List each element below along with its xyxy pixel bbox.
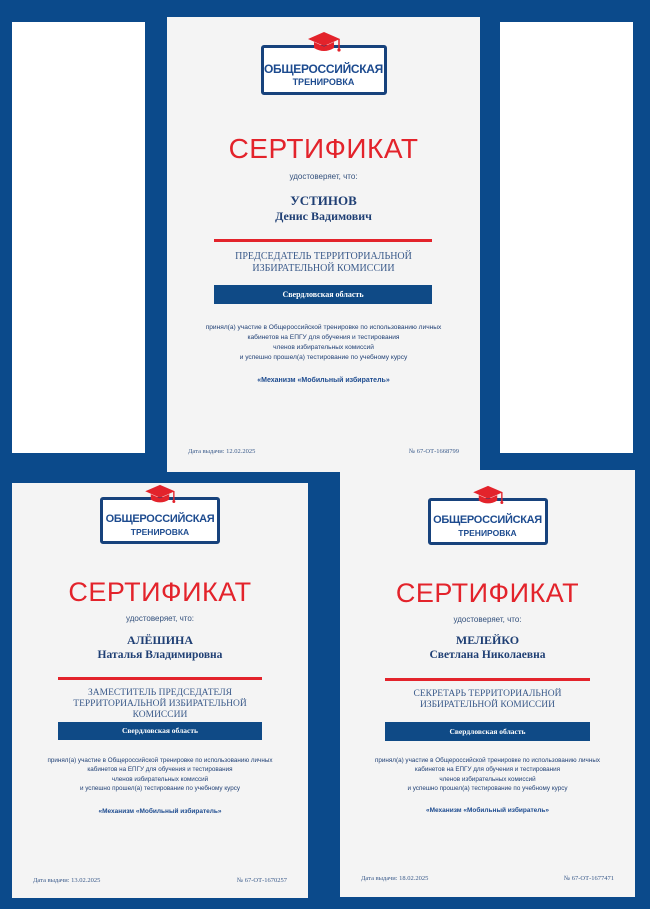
graduation-cap-icon (471, 484, 505, 508)
logo-line2: ТРЕНИРОВКА (292, 77, 355, 87)
certificate-title: СЕРТИФИКАТ (68, 577, 252, 607)
blank-panel-right (500, 22, 633, 453)
logo (100, 497, 220, 544)
course-name: «Механизм «Мобильный избиратель» (98, 808, 222, 815)
recipient-given-names: Денис Вадимович (275, 209, 372, 223)
body-line: и успешно прошел(а) тестирование по учебному курсу (239, 353, 408, 361)
position (340, 689, 635, 711)
recipient-surname: МЕЛЕЙКО (455, 633, 520, 647)
logo-line1: ОБЩЕРОССИЙСКАЯ (263, 62, 384, 76)
region-banner: Свердловская область (58, 722, 262, 740)
recipient-surname: АЛЁШИНА (126, 633, 194, 647)
certificate-card (340, 470, 635, 897)
recipient-given-names: Светлана Николаевна (429, 649, 546, 661)
position-line: ПРЕДСЕДАТЕЛЬ ТЕРРИТОРИАЛЬНОЙ (235, 251, 412, 262)
body-line: кабинетов на ЕПГУ для обучения и тестирования (87, 766, 233, 774)
position-line: СЕКРЕТАРЬ ТЕРРИТОРИАЛЬНОЙ (413, 689, 562, 699)
logo-line1: ОБЩЕРОССИЙСКАЯ (105, 513, 215, 525)
body-line: принял(а) участие в Общероссийской тренировке по использованию личных (205, 324, 442, 331)
certificate-title: СЕРТИФИКАТ (228, 133, 419, 164)
position-line: ТЕРРИТОРИАЛЬНОЙ ИЗБИРАТЕЛЬНОЙ (73, 698, 247, 709)
issue-date: Дата выдачи: 18.02.2025 (361, 875, 429, 882)
subtitle: удостоверяет, что: (289, 172, 358, 181)
body-line: принял(а) участие в Общероссийской тренировке по использованию личных (47, 757, 273, 764)
logo (261, 45, 387, 95)
subtitle: удостоверяет, что: (453, 615, 522, 624)
logo (428, 498, 548, 545)
certificate-card (167, 17, 480, 472)
issue-date: Дата выдачи: 13.02.2025 (33, 877, 101, 884)
graduation-cap-icon (306, 30, 342, 56)
divider-red (58, 677, 262, 680)
logo-line1: ОБЩЕРОССИЙСКАЯ (433, 514, 542, 526)
graduation-cap-icon (143, 483, 177, 507)
logo-line2: ТРЕНИРОВКА (458, 528, 517, 538)
logo-line2: ТРЕНИРОВКА (130, 527, 190, 537)
body-line: членов избирательных комиссий (111, 775, 209, 783)
certificate-number: № 67-ОТ-1670257 (236, 877, 287, 884)
recipient-given-names: Наталья Владимировна (97, 649, 223, 661)
certificate-card (12, 483, 308, 898)
course-name: «Механизм «Мобильный избиратель» (425, 807, 549, 814)
body-line: членов избирательных комиссий (273, 343, 374, 351)
recipient-surname: УСТИНОВ (290, 193, 357, 208)
position (167, 251, 480, 274)
course-name: «Механизм «Мобильный избиратель» (257, 377, 390, 384)
body-text (340, 756, 635, 794)
position-line: ЗАМЕСТИТЕЛЬ ПРЕДСЕДАТЕЛЯ (88, 688, 232, 698)
position-line: КОМИССИИ (132, 709, 188, 720)
body-line: кабинетов на ЕПГУ для обучения и тестирования (414, 766, 561, 774)
body-line: и успешно прошел(а) тестирование по учебному курсу (407, 785, 568, 793)
region-banner: Свердловская область (385, 722, 590, 741)
body-line: членов избирательных комиссий (439, 775, 536, 783)
divider-red (385, 678, 590, 681)
certificate-number: № 67-ОТ-1668799 (408, 448, 459, 455)
body-line: принял(а) участие в Общероссийской тренировке по использованию личных (374, 757, 600, 764)
position-line: ИЗБИРАТЕЛЬНОЙ КОМИССИИ (252, 262, 395, 274)
certificate-number: № 67-ОТ-1677471 (563, 875, 614, 882)
body-text (167, 323, 480, 363)
body-line: кабинетов на ЕПГУ для обучения и тестирования (247, 333, 400, 341)
divider-red (214, 239, 432, 242)
body-line: и успешно прошел(а) тестирование по учебному курсу (79, 785, 241, 793)
subtitle: удостоверяет, что: (126, 614, 194, 623)
position-line: ИЗБИРАТЕЛЬНОЙ КОМИССИИ (419, 699, 556, 710)
blank-panel-left (12, 22, 145, 453)
certificate-title: СЕРТИФИКАТ (395, 578, 580, 608)
region-banner: Свердловская область (214, 285, 432, 304)
issue-date: Дата выдачи: 12.02.2025 (188, 448, 256, 455)
body-text (12, 756, 308, 794)
position (12, 688, 308, 721)
